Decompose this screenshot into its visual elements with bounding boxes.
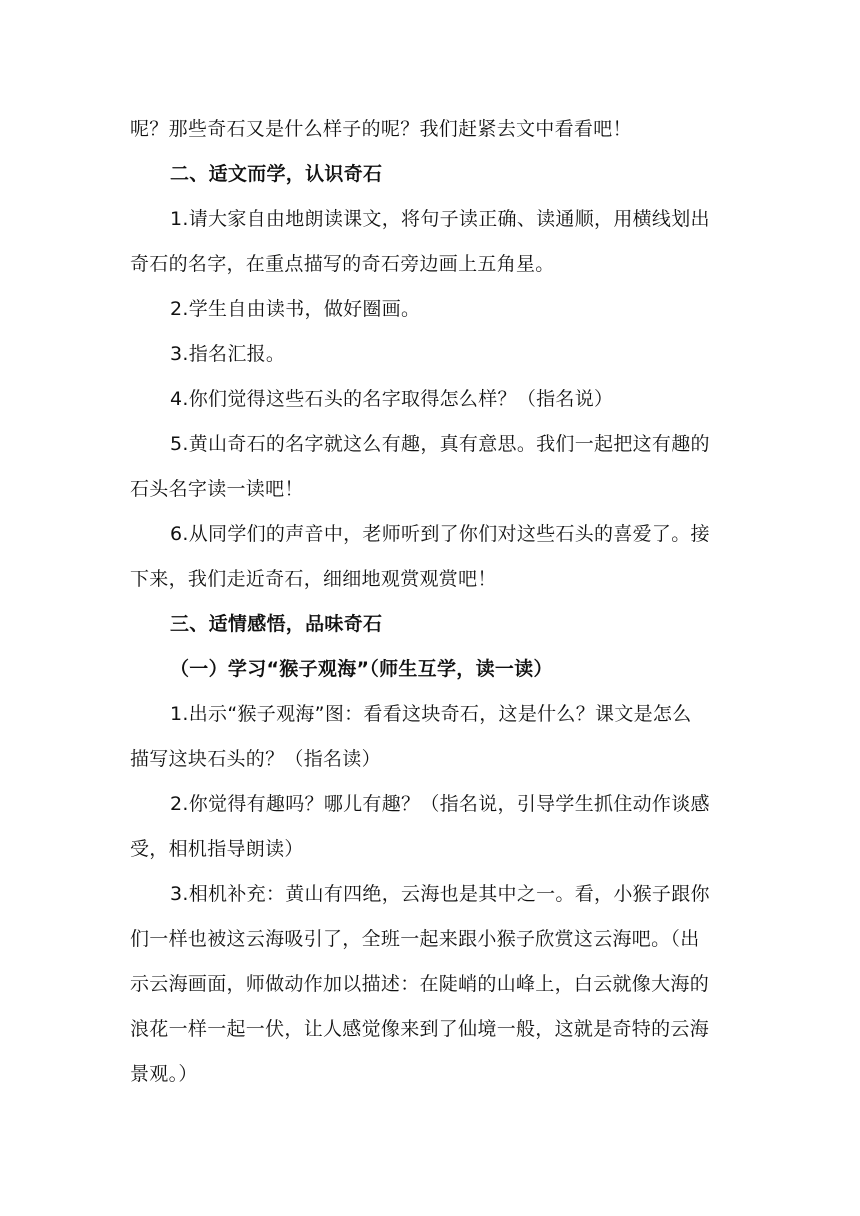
text-line: 浪花一样一起一伏，让人感觉像来到了仙境一般，这就是奇特的云海 bbox=[130, 1018, 710, 1040]
text-line: 受，相机指导朗读） bbox=[130, 838, 304, 860]
text-line: 示云海画面，师做动作加以描述：在陡峭的山峰上，白云就像大海的 bbox=[130, 973, 710, 995]
text-line: 描写这块石头的？（指名读） bbox=[130, 748, 381, 770]
text-line: 1.请大家自由地朗读课文，将句子读正确、读通顺，用横线划出 bbox=[170, 208, 710, 230]
text-line: 3.相机补充：黄山有四绝，云海也是其中之一。看，小猴子跟你 bbox=[170, 883, 710, 905]
text-line: 3.指名汇报。 bbox=[170, 343, 286, 365]
text-line: 6.从同学们的声音中，老师听到了你们对这些石头的喜爱了。接 bbox=[170, 523, 710, 545]
document-page bbox=[130, 107, 732, 1097]
text-line: 呢？那些奇石又是什么样子的呢？我们赶紧去文中看看吧！ bbox=[130, 118, 632, 140]
text-line: 2.学生自由读书，做好圈画。 bbox=[170, 298, 421, 320]
text-line: 2.你觉得有趣吗？哪儿有趣？（指名说，引导学生抓住动作谈感 bbox=[170, 793, 710, 815]
text-line: 石头名字读一读吧！ bbox=[130, 478, 304, 500]
text-line: 奇石的名字，在重点描写的奇石旁边画上五角星。 bbox=[130, 253, 555, 275]
text-line: 4.你们觉得这些石头的名字取得怎么样？（指名说） bbox=[170, 388, 614, 410]
text-line: 景观。） bbox=[130, 1063, 198, 1085]
text-line: 下来，我们走近奇石，细细地观赏观赏吧！ bbox=[130, 568, 497, 590]
text-line: 们一样也被这云海吸引了，全班一起来跟小猴子欣赏这云海吧。（出 bbox=[130, 928, 700, 950]
section-heading: 二、适文而学，认识奇石 bbox=[170, 163, 383, 185]
section-heading: 三、适情感悟，品味奇石 bbox=[170, 613, 383, 635]
subsection-heading: （一）学习“猴子观海”（师生互学，读一读） bbox=[170, 658, 553, 680]
text-line: 5.黄山奇石的名字就这么有趣，真有意思。我们一起把这有趣的 bbox=[170, 433, 710, 455]
text-line: 1.出示“猴子观海”图：看看这块奇石，这是什么？课文是怎么 bbox=[170, 703, 692, 725]
